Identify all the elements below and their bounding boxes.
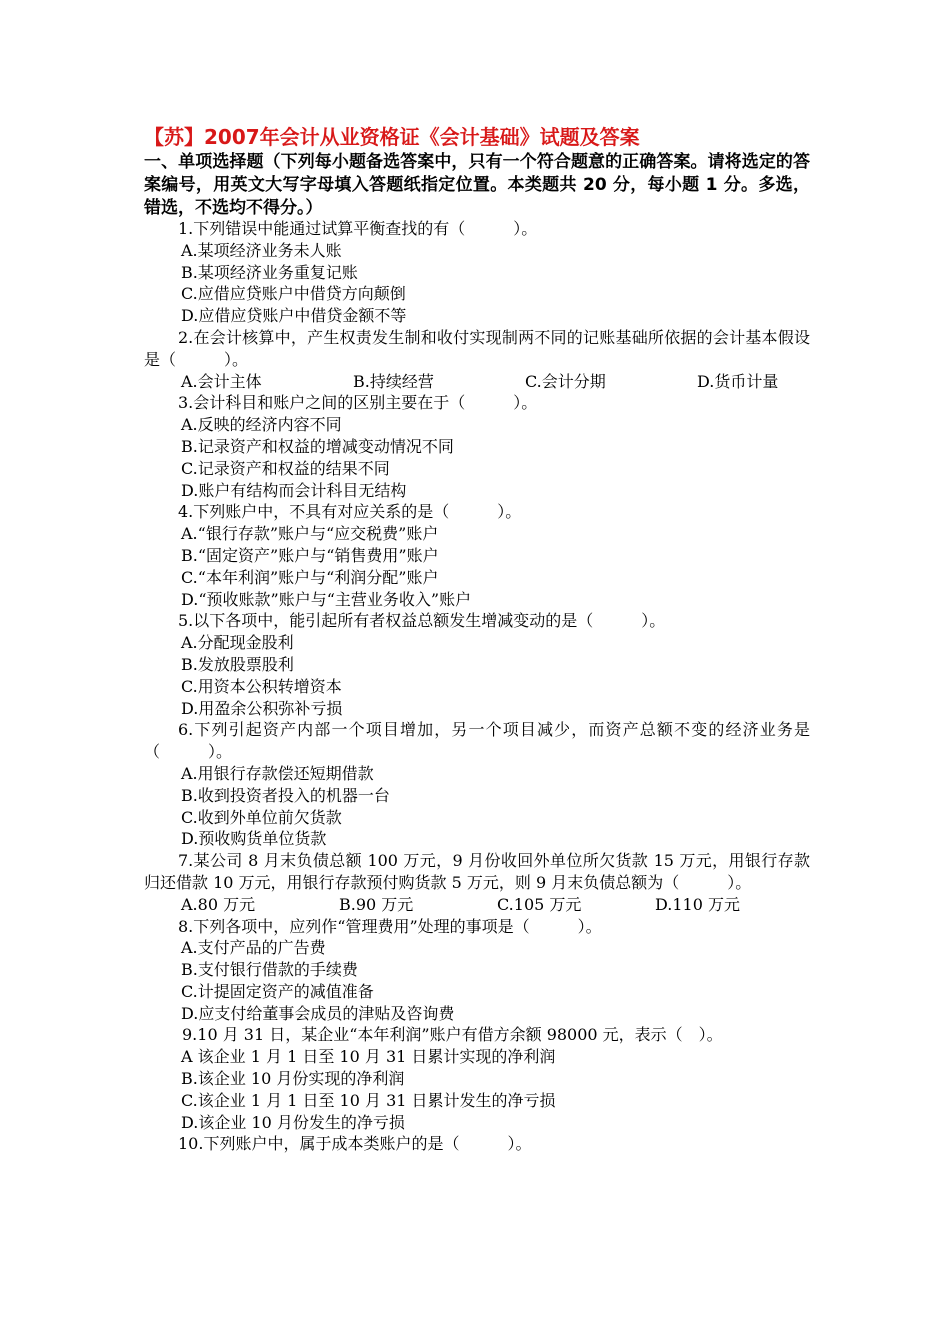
option: D.应借应贷账户中借贷金额不等 (181, 306, 407, 326)
option: D.货币计量 (697, 371, 779, 391)
section-heading: 一、单项选择题（下列每小题备选答案中，只有一个符合题意的正确答案。请将选定的答案编号，用英文大写字母填入答题纸指定位置。本类题共 20 分，每小题 1 分。多选，错选，不选均不得分。） (144, 152, 810, 218)
question-stem: 7.某公司 8 月末负债总额 100 万元，9 月份收回外单位所欠货款 15 万元，用银行存款归还借款 10 万元，用银行存款预付购货款 5 万元，则 9 月末负债总额为（ ）。 (144, 851, 810, 892)
document-title: 【苏】2007年会计从业资格证《会计基础》试题及答案 (144, 125, 640, 149)
question-stem: 6.下列引起资产内部一个项目增加，另一个项目减少，而资产总额不变的经济业务是（ ）。 (144, 720, 810, 762)
question-stem: 10.下列账户中，属于成本类账户的是（ ）。 (178, 1134, 532, 1154)
option: A.“银行存款”账户与“应交税费”账户 (181, 524, 439, 544)
option: B.“固定资产”账户与“销售费用”账户 (181, 545, 439, 565)
option: B.支付银行借款的手续费 (181, 960, 358, 980)
question-stem: 1.下列错误中能通过试算平衡查找的有（ ）。 (178, 219, 538, 238)
option: C.收到外单位前欠货款 (181, 807, 342, 827)
option: D.110 万元 (655, 894, 740, 914)
option: A.分配现金股利 (181, 633, 294, 653)
option: D.该企业 10 月份发生的净亏损 (181, 1112, 405, 1132)
option: B.某项经济业务重复记账 (181, 262, 358, 282)
option: C.“本年利润”账户与“利润分配”账户 (181, 567, 439, 587)
option: C.计提固定资产的减值准备 (181, 981, 374, 1001)
option: A.80 万元 (181, 894, 256, 914)
option: A.用银行存款偿还短期借款 (181, 763, 374, 783)
question-stem: 5.以下各项中，能引起所有者权益总额发生增减变动的是（ ）。 (178, 611, 666, 631)
question-stem: 2.在会计核算中，产生权责发生制和收付实现制两不同的记账基础所依据的会计基本假设是（ ）。 (144, 327, 810, 369)
option: A.某项经济业务未人账 (181, 240, 342, 260)
option: C.会计分期 (525, 371, 606, 391)
option: B.收到投资者投入的机器一台 (181, 785, 390, 805)
option: C.该企业 1 月 1 日至 10 月 31 日累计发生的净亏损 (181, 1090, 556, 1110)
option: C.记录资产和权益的结果不同 (181, 458, 390, 478)
option: D.用盈余公积弥补亏损 (181, 698, 343, 718)
question-stem: 3.会计科目和账户之间的区别主要在于（ ）。 (178, 393, 538, 413)
option: B.该企业 10 月份实现的净利润 (181, 1069, 405, 1089)
option: C.用资本公积转增资本 (181, 676, 342, 696)
option-row (144, 371, 810, 393)
option: A.支付产品的广告费 (181, 938, 326, 958)
question-stem: 9.10 月 31 日，某企业“本年利润”账户有借方余额 98000 元，表示（ ）。 (182, 1025, 723, 1045)
option: C.应借应贷账户中借贷方向颠倒 (181, 284, 406, 304)
option: C.105 万元 (497, 894, 582, 914)
option: A 该企业 1 月 1 日至 10 月 31 日累计实现的净利润 (181, 1047, 556, 1067)
option: B.90 万元 (339, 894, 414, 914)
option: B.持续经营 (353, 371, 434, 391)
option: D.预收购货单位货款 (181, 829, 327, 849)
option: B.记录资产和权益的增减变动情况不同 (181, 436, 454, 456)
option: D.“预收账款”账户与“主营业务收入”账户 (181, 589, 472, 609)
question-stem: 4.下列账户中，不具有对应关系的是（ ）。 (178, 502, 522, 522)
option-row (144, 894, 810, 916)
option: A.反映的经济内容不同 (181, 415, 342, 435)
option: B.发放股票股利 (181, 654, 294, 674)
question-stem: 8.下列各项中，应列作“管理费用”处理的事项是（ ）。 (178, 916, 602, 936)
option: D.账户有结构而会计科目无结构 (181, 480, 407, 500)
question-list (144, 218, 810, 1155)
option: A.会计主体 (181, 371, 262, 391)
option: D.应支付给董事会成员的津贴及咨询费 (181, 1003, 455, 1023)
